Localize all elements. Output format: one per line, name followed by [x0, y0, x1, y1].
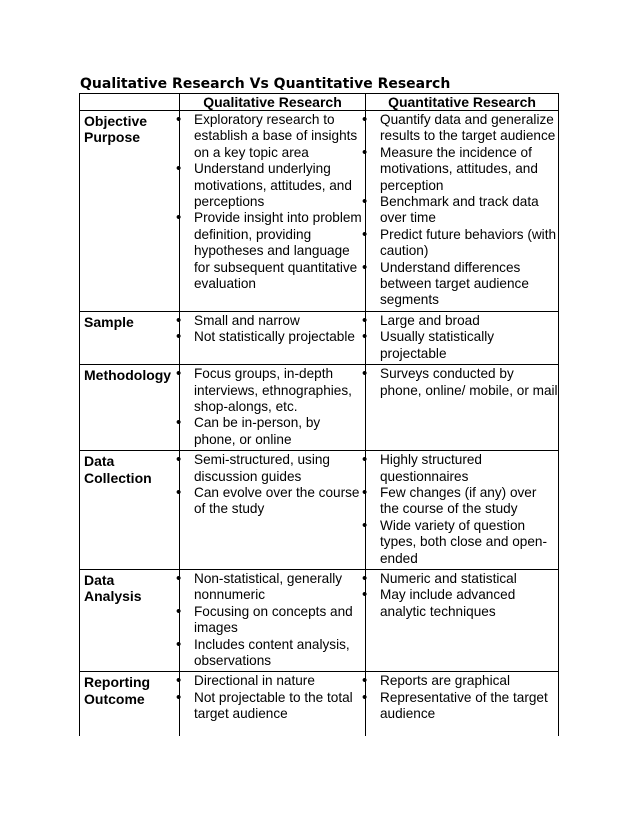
- qualitative-list: [180, 570, 365, 671]
- list-item: • Wide variety of question types, both close and open-ended: [366, 518, 558, 567]
- list-item: • Understand underlying motivations, attitudes, and perceptions: [180, 161, 365, 210]
- qualitative-cell: [180, 451, 366, 570]
- qualitative-list: [180, 111, 365, 294]
- list-item: • Usually statistically projectable: [366, 329, 558, 362]
- row-label: Reporting Outcome: [80, 672, 180, 737]
- row-label: Data Analysis: [80, 569, 180, 671]
- qualitative-cell: [180, 111, 366, 312]
- list-item: • Representative of the target audience: [366, 690, 558, 723]
- list-item: • Small and narrow: [180, 313, 365, 329]
- quantitative-list: [366, 312, 558, 364]
- qualitative-list: [180, 672, 365, 724]
- header-quantitative: Quantitative Research: [366, 94, 559, 111]
- list-item: • Not projectable to the total target audience: [180, 690, 365, 723]
- row-label: Data Collection: [80, 451, 180, 570]
- list-item: • Can be in-person, by phone, or online: [180, 415, 365, 448]
- table-row: [80, 569, 559, 671]
- list-item: • Understand differences between target audience segments: [366, 260, 558, 309]
- quantitative-cell: [366, 569, 559, 671]
- table-row: [80, 672, 559, 737]
- list-item: • Numeric and statistical: [366, 571, 558, 587]
- header-qualitative: Qualitative Research: [180, 94, 366, 111]
- list-item: • May include advanced analytic techniques: [366, 587, 558, 620]
- table-body: [80, 111, 559, 737]
- list-item: • Focusing on concepts and images: [180, 604, 365, 637]
- list-item: • Focus groups, in-depth interviews, ethnographies, shop-alongs, etc.: [180, 366, 365, 415]
- list-item: • Few changes (if any) over the course of the study: [366, 485, 558, 518]
- qualitative-list: [180, 365, 365, 450]
- list-item: • Provide insight into problem definition, providing hypotheses and language for subsequent quantitative evaluation: [180, 210, 365, 292]
- table-row: [80, 365, 559, 451]
- quantitative-list: [366, 451, 558, 569]
- qualitative-cell: [180, 365, 366, 451]
- quantitative-list: [366, 570, 558, 622]
- list-item: • Exploratory research to establish a base of insights on a key topic area: [180, 112, 365, 161]
- quantitative-cell: [366, 451, 559, 570]
- list-item: • Quantify data and generalize results to the target audience: [366, 112, 558, 145]
- quantitative-list: [366, 111, 558, 311]
- quantitative-list: [366, 672, 558, 724]
- list-item: • Benchmark and track data over time: [366, 194, 558, 227]
- qualitative-cell: [180, 311, 366, 364]
- list-item: • Highly structured questionnaires: [366, 452, 558, 485]
- list-item: • Includes content analysis, observations: [180, 637, 365, 670]
- quantitative-cell: [366, 672, 559, 737]
- list-item: • Non-statistical, generally nonnumeric: [180, 571, 365, 604]
- quantitative-cell: [366, 365, 559, 451]
- table-row: [80, 451, 559, 570]
- table-row: [80, 311, 559, 364]
- qualitative-list: [180, 451, 365, 520]
- quantitative-cell: [366, 111, 559, 312]
- list-item: • Reports are graphical: [366, 673, 558, 689]
- list-item: • Large and broad: [366, 313, 558, 329]
- header-empty: [80, 94, 180, 111]
- quantitative-cell: [366, 311, 559, 364]
- row-label: Methodology: [80, 365, 180, 451]
- list-item: • Semi-structured, using discussion guides: [180, 452, 365, 485]
- comparison-table: [79, 93, 559, 736]
- document-title: Qualitative Research Vs Quantitative Research: [80, 76, 451, 92]
- qualitative-cell: [180, 672, 366, 737]
- quantitative-list: [366, 365, 558, 401]
- list-item: • Measure the incidence of motivations, attitudes, and perception: [366, 145, 558, 194]
- list-item: • Predict future behaviors (with caution): [366, 227, 558, 260]
- list-item: • Can evolve over the course of the study: [180, 485, 365, 518]
- qualitative-cell: [180, 569, 366, 671]
- row-label: Sample: [80, 311, 180, 364]
- list-item: • Not statistically projectable: [180, 329, 365, 345]
- list-item: • Directional in nature: [180, 673, 365, 689]
- table-header-row: [80, 94, 559, 111]
- table-row: [80, 111, 559, 312]
- list-item: • Surveys conducted by phone, online/ mobile, or mail: [366, 366, 558, 399]
- row-label: Objective Purpose: [80, 111, 180, 312]
- qualitative-list: [180, 312, 365, 348]
